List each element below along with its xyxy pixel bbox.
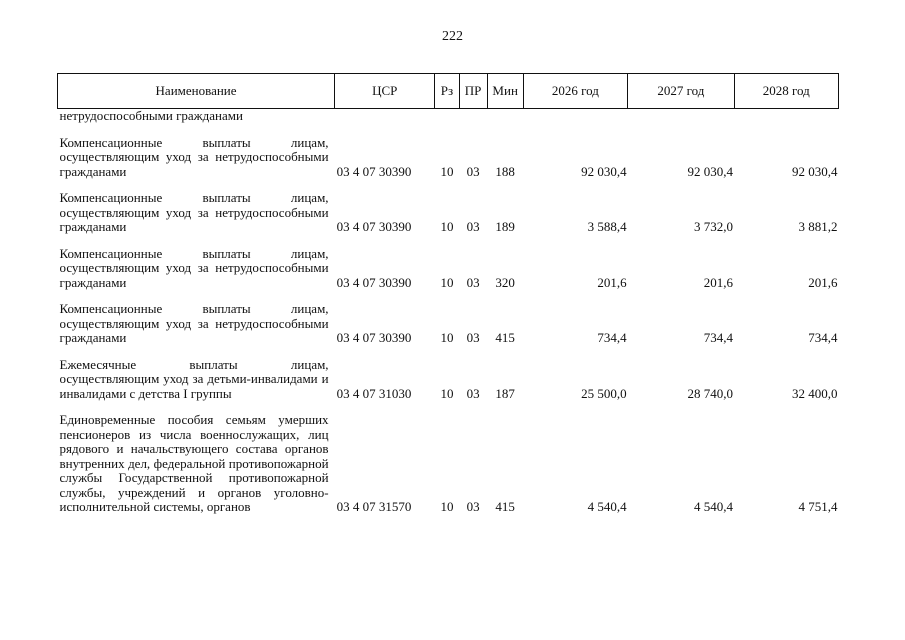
row-2027: 3 732,0 xyxy=(694,219,734,234)
row-name: Единовременные пособия семьям умерших пенсионеров из числа военнослужащих, лиц рядового и начальствующего состава органов внутренних дел, федеральной противопожарной службы Государственной противопожарной службы, учреждений и органов уголовно-исполнительной системы, органов xyxy=(59,412,329,514)
row-min: 189 xyxy=(495,219,515,234)
row-pr: 03 xyxy=(466,499,480,514)
header-2028: 2028 год xyxy=(734,74,838,109)
row-pr: 03 xyxy=(466,219,480,234)
continuation-row xyxy=(58,109,839,124)
row-min: 187 xyxy=(495,385,515,401)
row-2026: 201,6 xyxy=(597,274,627,290)
row-rz: 10 xyxy=(440,330,454,345)
table-row xyxy=(58,124,839,180)
row-csr: 03 4 07 30390 xyxy=(336,163,412,179)
budget-table xyxy=(57,73,839,515)
row-rz: 10 xyxy=(440,385,454,401)
row-rz: 10 xyxy=(440,219,454,234)
row-rz: 10 xyxy=(440,163,454,179)
row-2026: 92 030,4 xyxy=(581,163,627,179)
continuation-text: нетрудоспособными гражданами xyxy=(59,108,243,123)
row-pr: 03 xyxy=(466,163,480,179)
row-2027: 734,4 xyxy=(703,330,734,345)
row-2027: 201,6 xyxy=(703,274,734,290)
table-header-row xyxy=(58,74,839,109)
row-min: 415 xyxy=(495,499,515,514)
header-pr: ПР xyxy=(459,74,487,109)
row-name: Компенсационные выплаты лицам, осуществляющим уход за нетрудоспособными гражданами xyxy=(59,301,329,345)
row-2028: 92 030,4 xyxy=(792,163,838,179)
row-min: 320 xyxy=(495,274,515,290)
row-2027: 4 540,4 xyxy=(694,499,734,514)
row-2026: 734,4 xyxy=(597,330,627,345)
row-name: Компенсационные выплаты лицам, осуществляющим уход за нетрудоспособными гражданами xyxy=(59,190,329,234)
row-rz: 10 xyxy=(440,499,454,514)
row-2028: 4 751,4 xyxy=(798,499,838,514)
row-rz: 10 xyxy=(440,274,454,290)
row-2028: 3 881,2 xyxy=(798,219,838,234)
row-min: 415 xyxy=(495,330,515,345)
table-row xyxy=(58,346,839,402)
header-2026: 2026 год xyxy=(523,74,627,109)
row-2027: 92 030,4 xyxy=(687,163,734,179)
row-min: 188 xyxy=(495,163,515,179)
row-2028: 201,6 xyxy=(808,274,838,290)
row-csr: 03 4 07 31570 xyxy=(336,499,412,514)
header-2027: 2027 год xyxy=(628,74,734,109)
row-csr: 03 4 07 30390 xyxy=(336,330,412,345)
row-2028: 32 400,0 xyxy=(792,385,838,401)
row-csr: 03 4 07 31030 xyxy=(336,385,412,401)
header-csr: ЦСР xyxy=(335,74,435,109)
header-rz: Рз xyxy=(435,74,459,109)
row-2026: 25 500,0 xyxy=(581,385,627,401)
row-name: Ежемесячные выплаты лицам, осуществляющим уход за детьми-инвалидами и инвалидами с детства I группы xyxy=(59,356,329,401)
row-2027: 28 740,0 xyxy=(687,385,734,401)
row-name: Компенсационные выплаты лицам, осуществляющим уход за нетрудоспособными гражданами xyxy=(59,134,329,179)
row-2028: 734,4 xyxy=(808,330,838,345)
page-number: 222 xyxy=(442,29,463,44)
row-2026: 4 540,4 xyxy=(587,499,627,514)
row-pr: 03 xyxy=(466,330,480,345)
table-row xyxy=(58,290,839,346)
row-name: Компенсационные выплаты лицам, осуществляющим уход за нетрудоспособными гражданами xyxy=(59,245,329,290)
row-csr: 03 4 07 30390 xyxy=(336,219,412,234)
header-min: Мин xyxy=(487,74,523,109)
row-csr: 03 4 07 30390 xyxy=(336,274,412,290)
table-row xyxy=(58,401,839,515)
header-name: Наименование xyxy=(58,74,335,109)
table-row xyxy=(58,235,839,291)
row-pr: 03 xyxy=(466,274,480,290)
table-row xyxy=(58,179,839,235)
row-2026: 3 588,4 xyxy=(587,219,627,234)
row-pr: 03 xyxy=(466,385,480,401)
